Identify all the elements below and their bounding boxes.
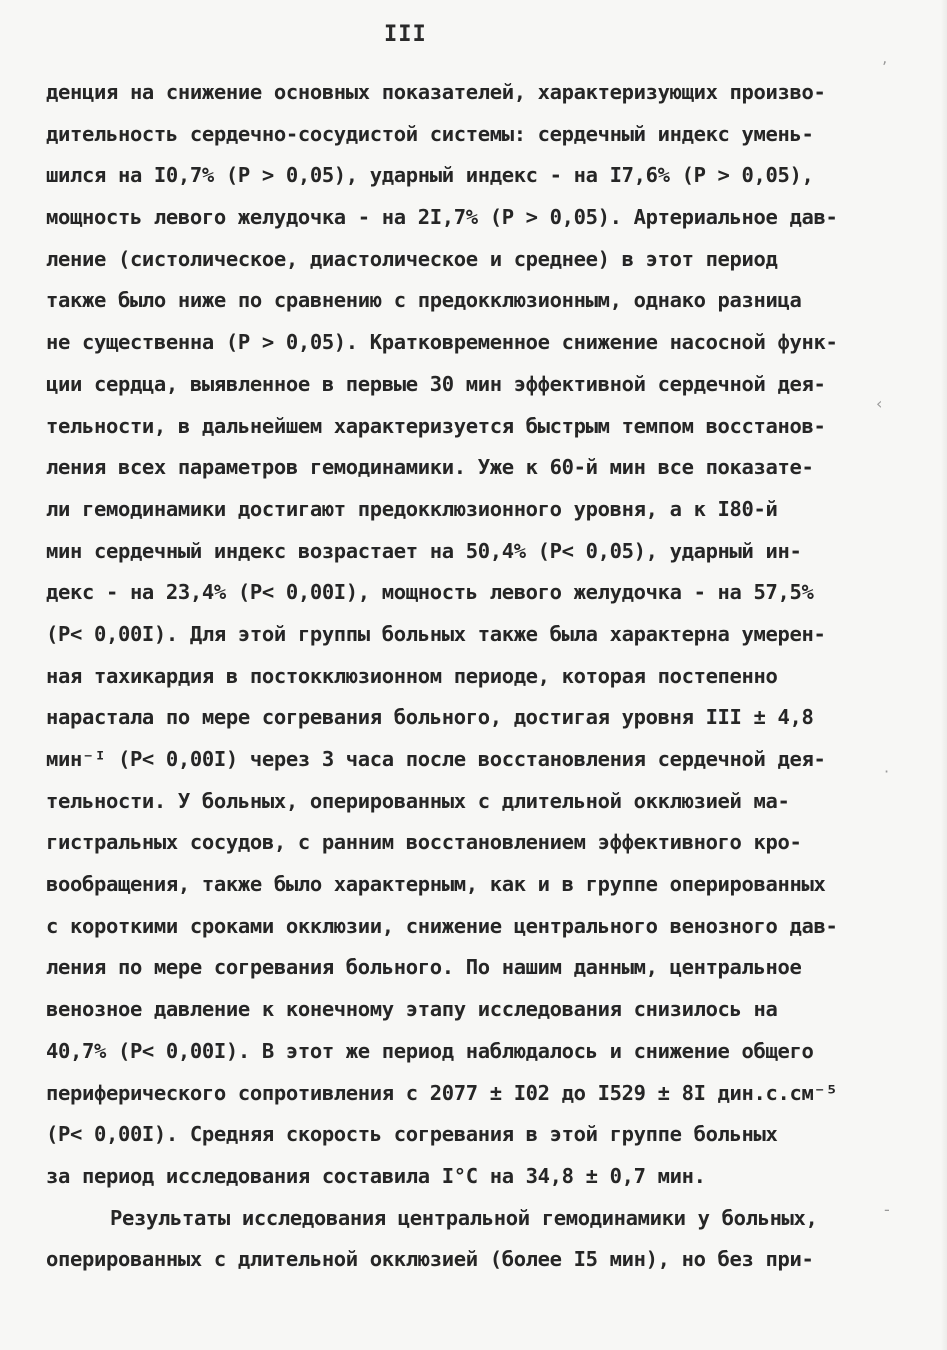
text-line: тельности, в дальнейшем характеризуется быстрым темпом восстанов- (46, 413, 826, 438)
text-line: мощность левого желудочка - на 2I,7% (Р > 0,05). Артериальное дав- (46, 205, 838, 230)
text-line: мин⁻ᴵ (Р< 0,00I) через 3 часа после восстановления сердечной дея- (46, 747, 826, 771)
text-line: тельности. У больных, оперированных с длительной окклюзией ма- (46, 788, 790, 813)
text-line: ции сердца, выявленное в первые 30 мин эффективной сердечной дея- (46, 371, 826, 396)
body-text (46, 72, 896, 1281)
text-line: ная тахикардия в постокклюзионном периоде, которая постепенно (46, 663, 778, 688)
margin-mark: ʼ (882, 58, 888, 77)
text-line: шился на I0,7% (Р > 0,05), ударный индекс - на I7,6% (Р > 0,05), (46, 163, 814, 188)
text-line: 40,7% (Р< 0,00I). В этот же период наблюдалось и снижение общего (46, 1038, 814, 1063)
margin-mark: ‹ (876, 394, 883, 413)
text-line: (Р< 0,00I). Средняя скорость согревания в этой группе больных (46, 1122, 778, 1147)
text-line: ления всех параметров гемодинамики. Уже к 60-й мин все показате- (46, 455, 814, 480)
text-line: венозное давление к конечному этапу исследования снизилось на (46, 997, 778, 1022)
text-line: периферического сопротивления с 2077 ± I02 до I529 ± 8I дин.с.см⁻⁵ (46, 1080, 838, 1105)
text-line: нарастала по мере согревания больного, достигая уровня III ± 4,8 (46, 705, 814, 730)
text-line: (Р< 0,00I). Для этой группы больных также была характерна умерен- (46, 621, 826, 646)
scan-edge (941, 0, 947, 1350)
text-line: не существенна (Р > 0,05). Кратковременное снижение насосной функ- (46, 330, 838, 355)
margin-mark: · (884, 762, 890, 781)
text-line: ли гемодинамики достигают предокклюзионного уровня, а к I80-й (46, 496, 778, 521)
text-line: гистральных сосудов, с ранним восстановлением эффективного кро- (46, 830, 802, 855)
margin-mark: ‐ (884, 1200, 890, 1219)
text-line: декс - на 23,4% (Р< 0,00I), мощность левого желудочка - на 57,5% (46, 580, 814, 605)
text-line: за период исследования составила I°С на 34,8 ± 0,7 мин. (46, 1163, 706, 1188)
text-line: с короткими сроками окклюзии, снижение центрального венозного дав- (46, 913, 838, 938)
text-line: также было ниже по сравнению с предокклюзионным, однако разница (46, 288, 802, 313)
text-line: денция на снижение основных показателей, характеризующих произво- (46, 80, 826, 104)
text-line: мин сердечный индекс возрастает на 50,4% (Р< 0,05), ударный ин- (46, 538, 802, 563)
text-line: вообращения, также было характерным, как и в группе оперированных (46, 872, 826, 897)
paragraph-first-line: Результаты исследования центральной гемодинамики у больных, (110, 1205, 818, 1230)
text-line: оперированных с длительной окклюзией (более I5 мин), но без при- (46, 1247, 814, 1272)
text-line: ление (систолическое, диастолическое и среднее) в этот период (46, 246, 778, 271)
text-line: дительность сердечно-сосудистой системы: сердечный индекс умень- (46, 121, 814, 146)
text-line: ления по мере согревания больного. По нашим данным, центральное (46, 955, 802, 980)
page-number: III (384, 22, 427, 47)
